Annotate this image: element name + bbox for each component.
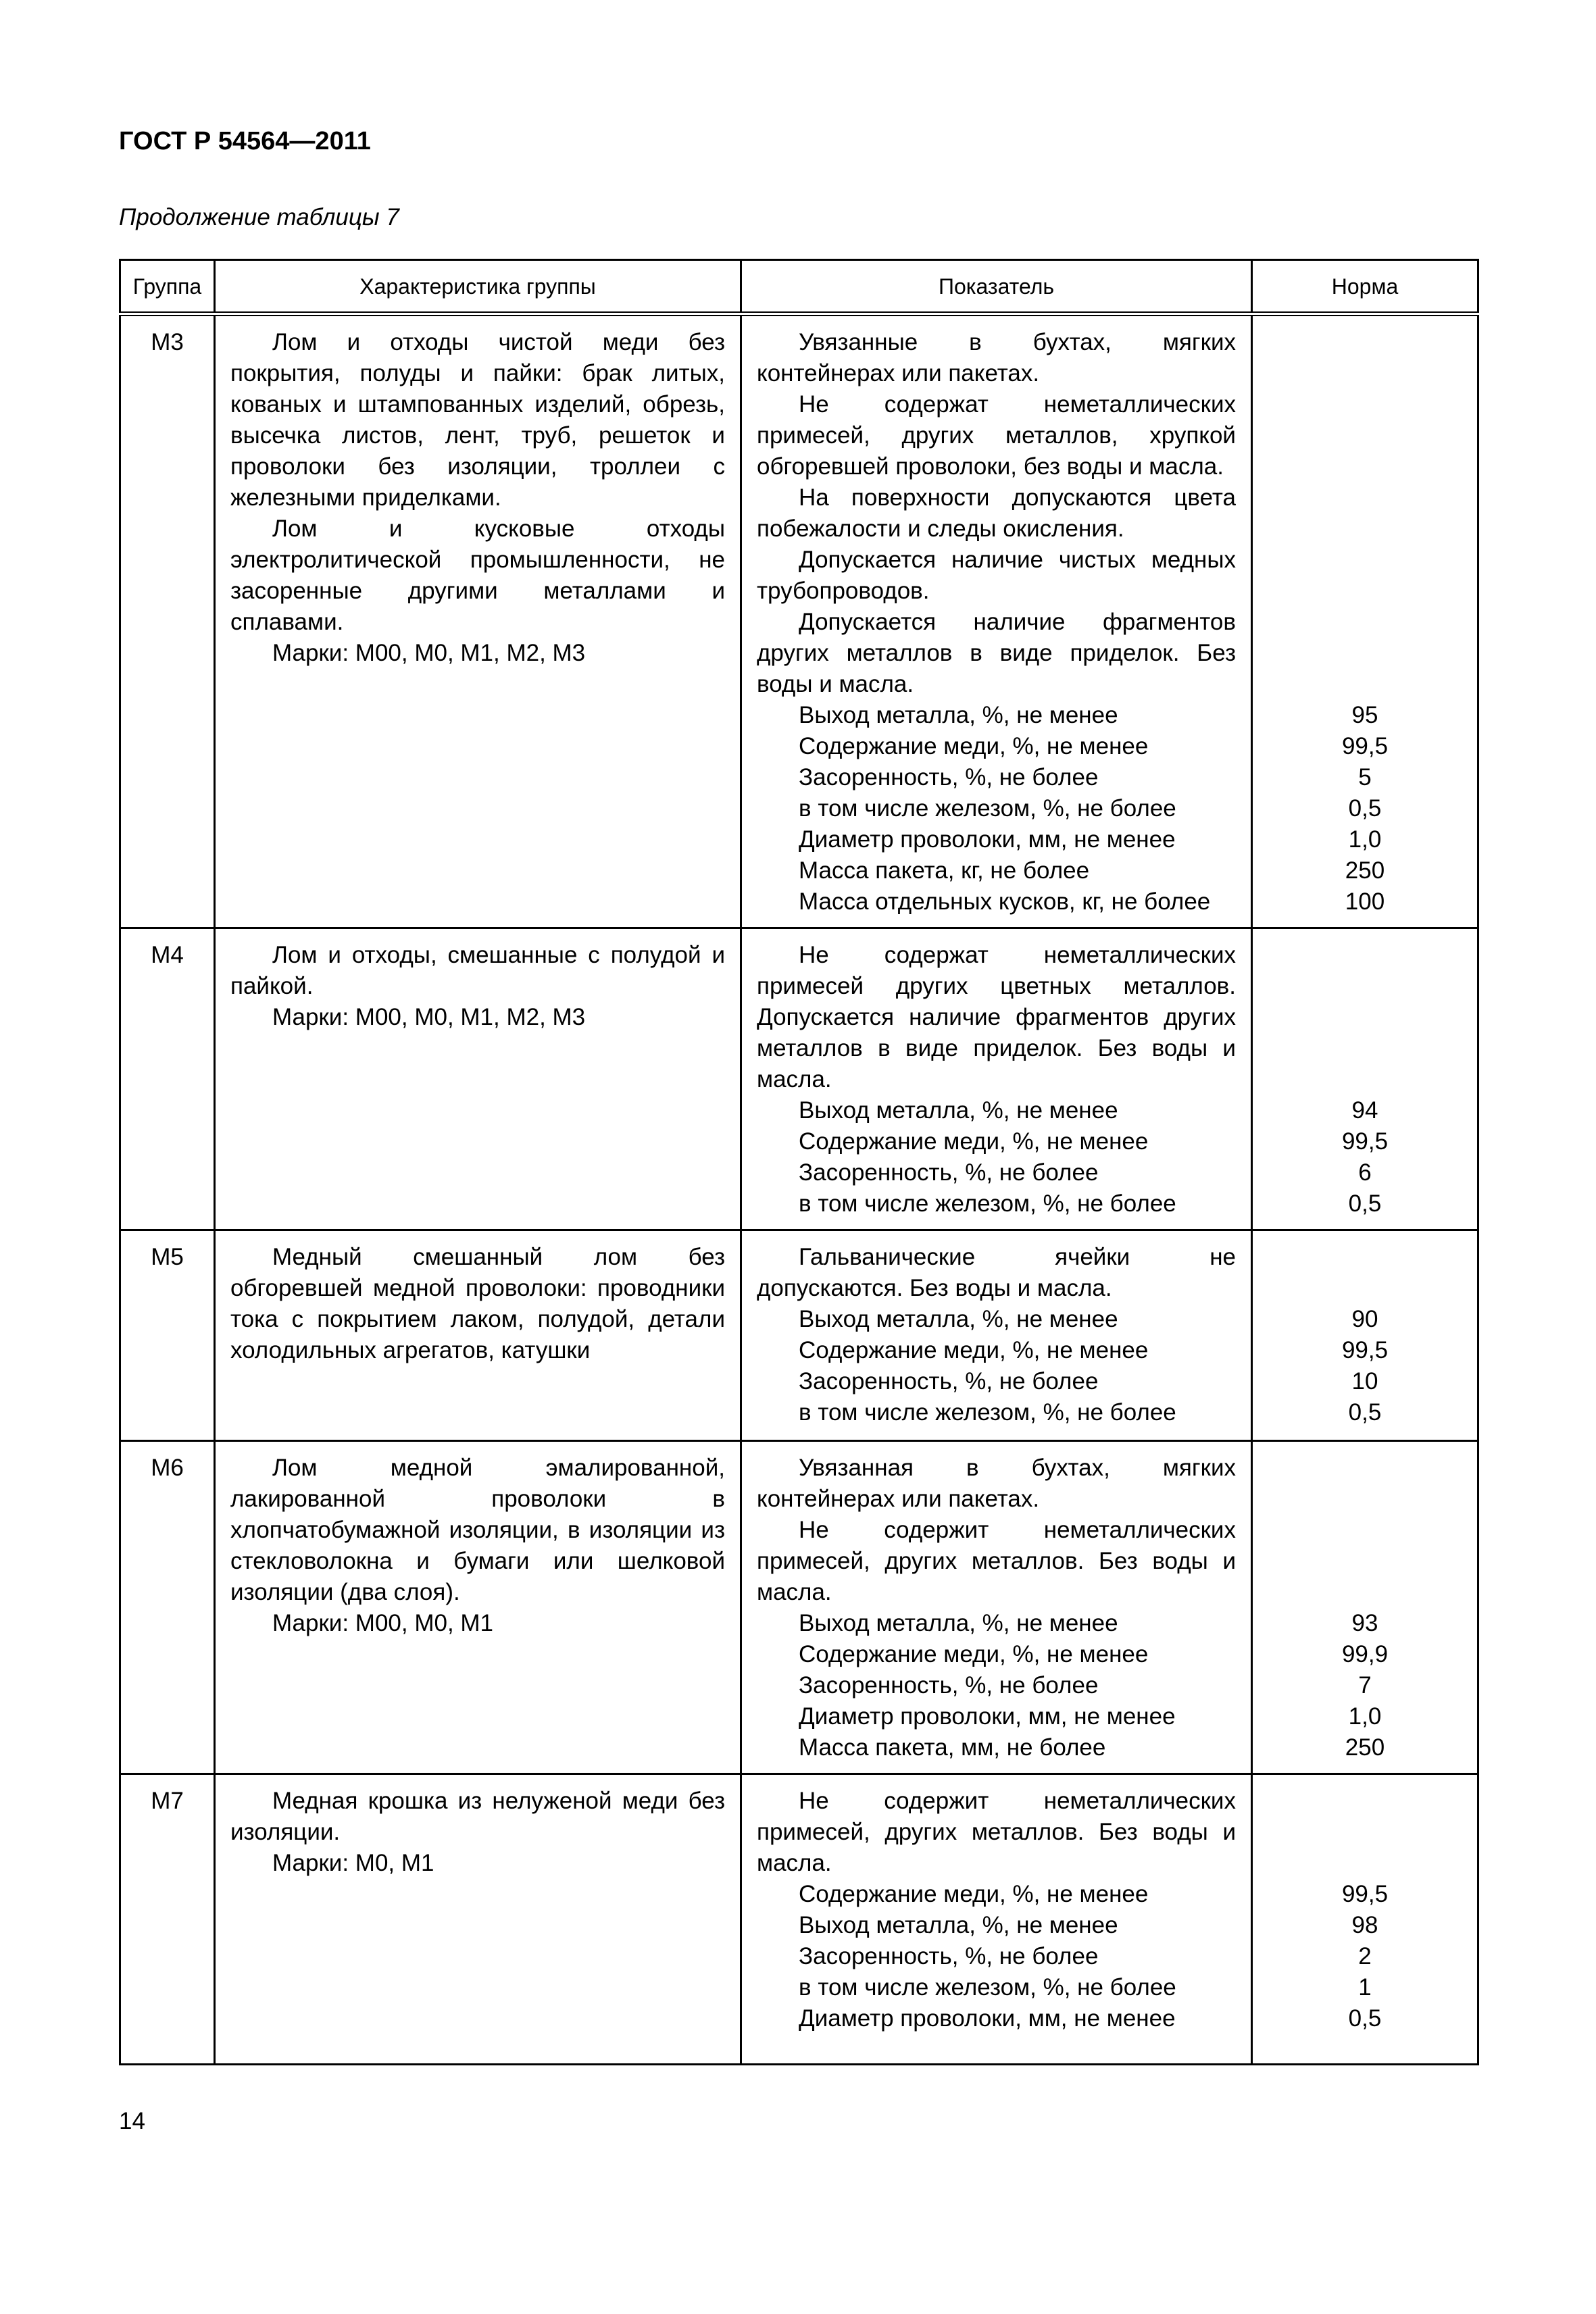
norm-value: 1 bbox=[1358, 1974, 1372, 2001]
group-norms bbox=[1252, 1774, 1478, 2065]
group-characteristic bbox=[215, 1441, 741, 1774]
norm-value: 99,9 bbox=[1341, 1641, 1389, 1667]
norm-value: 98 bbox=[1351, 1912, 1378, 1938]
group-code: М7 bbox=[120, 1774, 215, 2065]
indicator-note: Допускается наличие чистых медных трубопроводов. bbox=[757, 547, 1236, 604]
norm-spacer bbox=[1268, 327, 1462, 700]
indicator-note: Увязанные в бухтах, мягких контейнерах или пакетах. bbox=[757, 329, 1236, 386]
norm-value: 94 bbox=[1351, 1097, 1378, 1124]
norm-spacer bbox=[1268, 1453, 1462, 1608]
table-row bbox=[120, 1441, 1478, 1774]
page-number: 14 bbox=[119, 2108, 145, 2134]
norm-value: 99,5 bbox=[1341, 1128, 1389, 1155]
group-characteristic bbox=[215, 928, 741, 1230]
group-indicators bbox=[741, 1441, 1252, 1774]
group-code: М5 bbox=[120, 1230, 215, 1441]
indicator-label: Выход металла, %, не менее bbox=[799, 1306, 1118, 1332]
group-code: М4 bbox=[120, 928, 215, 1230]
group-norms bbox=[1252, 1441, 1478, 1774]
norm-value: 10 bbox=[1351, 1368, 1378, 1394]
indicator-label: в том числе железом, %, не более bbox=[799, 1974, 1176, 2001]
indicator-label: Засоренность, %, не более bbox=[799, 1943, 1099, 1969]
indicator-label: Масса пакета, мм, не более bbox=[799, 1734, 1106, 1761]
table-row bbox=[120, 1774, 1478, 2065]
norm-value: 6 bbox=[1358, 1159, 1372, 1186]
group-indicators bbox=[741, 1774, 1252, 2065]
indicator-label: Засоренность, %, не более bbox=[799, 1368, 1099, 1394]
norm-value: 0,5 bbox=[1348, 795, 1382, 822]
norm-value: 1,0 bbox=[1348, 826, 1382, 853]
indicator-note: На поверхности допускаются цвета побежалости и следы окисления. bbox=[757, 484, 1236, 542]
characteristic-paragraph: Марки: М00, М0, М1, М2, М3 bbox=[272, 640, 586, 666]
group-norms bbox=[1252, 928, 1478, 1230]
indicator-label: Выход металла, %, не менее bbox=[799, 1610, 1118, 1636]
norm-value: 0,5 bbox=[1348, 2005, 1382, 2032]
indicator-label: Выход металла, %, не менее bbox=[799, 1912, 1118, 1938]
norm-value: 250 bbox=[1345, 857, 1385, 884]
norm-value: 2 bbox=[1358, 1943, 1372, 1969]
norm-value: 90 bbox=[1351, 1306, 1378, 1332]
column-header-norm: Норма bbox=[1252, 260, 1478, 314]
table-header-row bbox=[120, 260, 1478, 314]
group-code: М3 bbox=[120, 314, 215, 928]
norm-value: 99,5 bbox=[1341, 1337, 1389, 1363]
group-characteristic bbox=[215, 314, 741, 928]
norm-value: 7 bbox=[1358, 1672, 1372, 1699]
indicator-note: Гальванические ячейки не допускаются. Без воды и масла. bbox=[757, 1244, 1236, 1301]
norm-value: 5 bbox=[1358, 764, 1372, 790]
norm-value: 100 bbox=[1345, 888, 1385, 915]
group-indicators bbox=[741, 314, 1252, 928]
table-row bbox=[120, 928, 1478, 1230]
characteristic-paragraph: Лом и отходы чистой меди без покрытия, полуды и пайки: брак литых, кованых и штампованных изделий, обрезь, высечка листов, лент, труб, решеток и проволоки без изоляции, троллеи с железными приделками. bbox=[230, 329, 725, 511]
indicator-note: Допускается наличие фрагментов других металлов в виде приделок. Без воды и масла. bbox=[757, 609, 1236, 697]
indicator-label: Содержание меди, %, не менее bbox=[799, 1641, 1149, 1667]
document-header: ГОСТ Р 54564—2011 bbox=[119, 127, 371, 155]
norm-spacer bbox=[1268, 940, 1462, 1095]
indicator-label: Диаметр проволоки, мм, не менее bbox=[799, 826, 1176, 853]
indicator-note: Не содержит неметаллических примесей, других металлов. Без воды и масла. bbox=[757, 1517, 1236, 1605]
table-body bbox=[120, 314, 1478, 2065]
indicator-label: Засоренность, %, не более bbox=[799, 1159, 1099, 1186]
characteristic-paragraph: Лом медной эмалированной, лакированной проволоки в хлопчатобумажной изоляции, в изоляции из стекловолокна и бумаги или шелковой изоляции (два слоя). bbox=[230, 1455, 725, 1605]
indicator-label: Диаметр проволоки, мм, не менее bbox=[799, 2005, 1176, 2032]
table-caption: Продолжение таблицы 7 bbox=[119, 204, 399, 230]
characteristic-paragraph: Марки: М0, М1 bbox=[272, 1850, 434, 1876]
norm-value: 93 bbox=[1351, 1610, 1378, 1636]
indicator-label: Диаметр проволоки, мм, не менее bbox=[799, 1703, 1176, 1730]
indicator-note: Не содержат неметаллических примесей других цветных металлов. Допускается наличие фрагментов других металлов в виде приделок. Без воды и масла. bbox=[757, 942, 1236, 1092]
column-header-characteristic: Характеристика группы bbox=[215, 260, 741, 314]
group-indicators bbox=[741, 928, 1252, 1230]
requirements-table bbox=[119, 259, 1479, 2065]
indicator-label: Засоренность, %, не более bbox=[799, 1672, 1099, 1699]
indicator-label: Выход металла, %, не менее bbox=[799, 702, 1118, 728]
group-characteristic bbox=[215, 1230, 741, 1441]
indicator-label: Содержание меди, %, не менее bbox=[799, 1128, 1149, 1155]
column-header-indicator: Показатель bbox=[741, 260, 1252, 314]
characteristic-paragraph: Медный смешанный лом без обгоревшей медной проволоки: проводники тока с покрытием лаком, полудой, детали холодильных агрегатов, катушки bbox=[230, 1244, 725, 1363]
indicator-label: Содержание меди, %, не менее bbox=[799, 1337, 1149, 1363]
norm-value: 0,5 bbox=[1348, 1190, 1382, 1217]
characteristic-paragraph: Марки: М00, М0, М1, М2, М3 bbox=[272, 1004, 586, 1030]
indicator-label: Содержание меди, %, не менее bbox=[799, 1881, 1149, 1907]
norm-spacer bbox=[1268, 1242, 1462, 1304]
characteristic-paragraph: Лом и кусковые отходы электролитической промышленности, не засоренные другими металлами и сплавами. bbox=[230, 515, 725, 635]
indicator-note: Не содержат неметаллических примесей, других металлов, хрупкой обгоревшей проволоки, без воды и масла. bbox=[757, 391, 1236, 480]
norm-value: 1,0 bbox=[1348, 1703, 1382, 1730]
indicator-label: Масса пакета, кг, не более bbox=[799, 857, 1090, 884]
indicator-label: Масса отдельных кусков, кг, не более bbox=[799, 888, 1211, 915]
indicator-note: Не содержит неметаллических примесей, других металлов. Без воды и масла. bbox=[757, 1788, 1236, 1876]
norm-spacer bbox=[1268, 1786, 1462, 1879]
norm-value: 0,5 bbox=[1348, 1399, 1382, 1426]
table-row bbox=[120, 314, 1478, 928]
norm-value: 99,5 bbox=[1341, 733, 1389, 759]
characteristic-paragraph: Медная крошка из нелуженой меди без изоляции. bbox=[230, 1788, 725, 1845]
indicator-label: в том числе железом, %, не более bbox=[799, 795, 1176, 822]
indicator-label: Выход металла, %, не менее bbox=[799, 1097, 1118, 1124]
norm-value: 99,5 bbox=[1341, 1881, 1389, 1907]
table-row bbox=[120, 1230, 1478, 1441]
group-norms bbox=[1252, 314, 1478, 928]
indicator-label: в том числе железом, %, не более bbox=[799, 1190, 1176, 1217]
norm-value: 250 bbox=[1345, 1734, 1385, 1761]
group-norms bbox=[1252, 1230, 1478, 1441]
column-header-group: Группа bbox=[120, 260, 215, 314]
group-indicators bbox=[741, 1230, 1252, 1441]
characteristic-paragraph: Лом и отходы, смешанные с полудой и пайкой. bbox=[230, 942, 725, 999]
norm-value: 95 bbox=[1351, 702, 1378, 728]
indicator-label: Содержание меди, %, не менее bbox=[799, 733, 1149, 759]
indicator-label: Засоренность, %, не более bbox=[799, 764, 1099, 790]
group-characteristic bbox=[215, 1774, 741, 2065]
indicator-note: Увязанная в бухтах, мягких контейнерах или пакетах. bbox=[757, 1455, 1236, 1512]
characteristic-paragraph: Марки: М00, М0, М1 bbox=[272, 1610, 494, 1636]
indicator-label: в том числе железом, %, не более bbox=[799, 1399, 1176, 1426]
group-code: М6 bbox=[120, 1441, 215, 1774]
